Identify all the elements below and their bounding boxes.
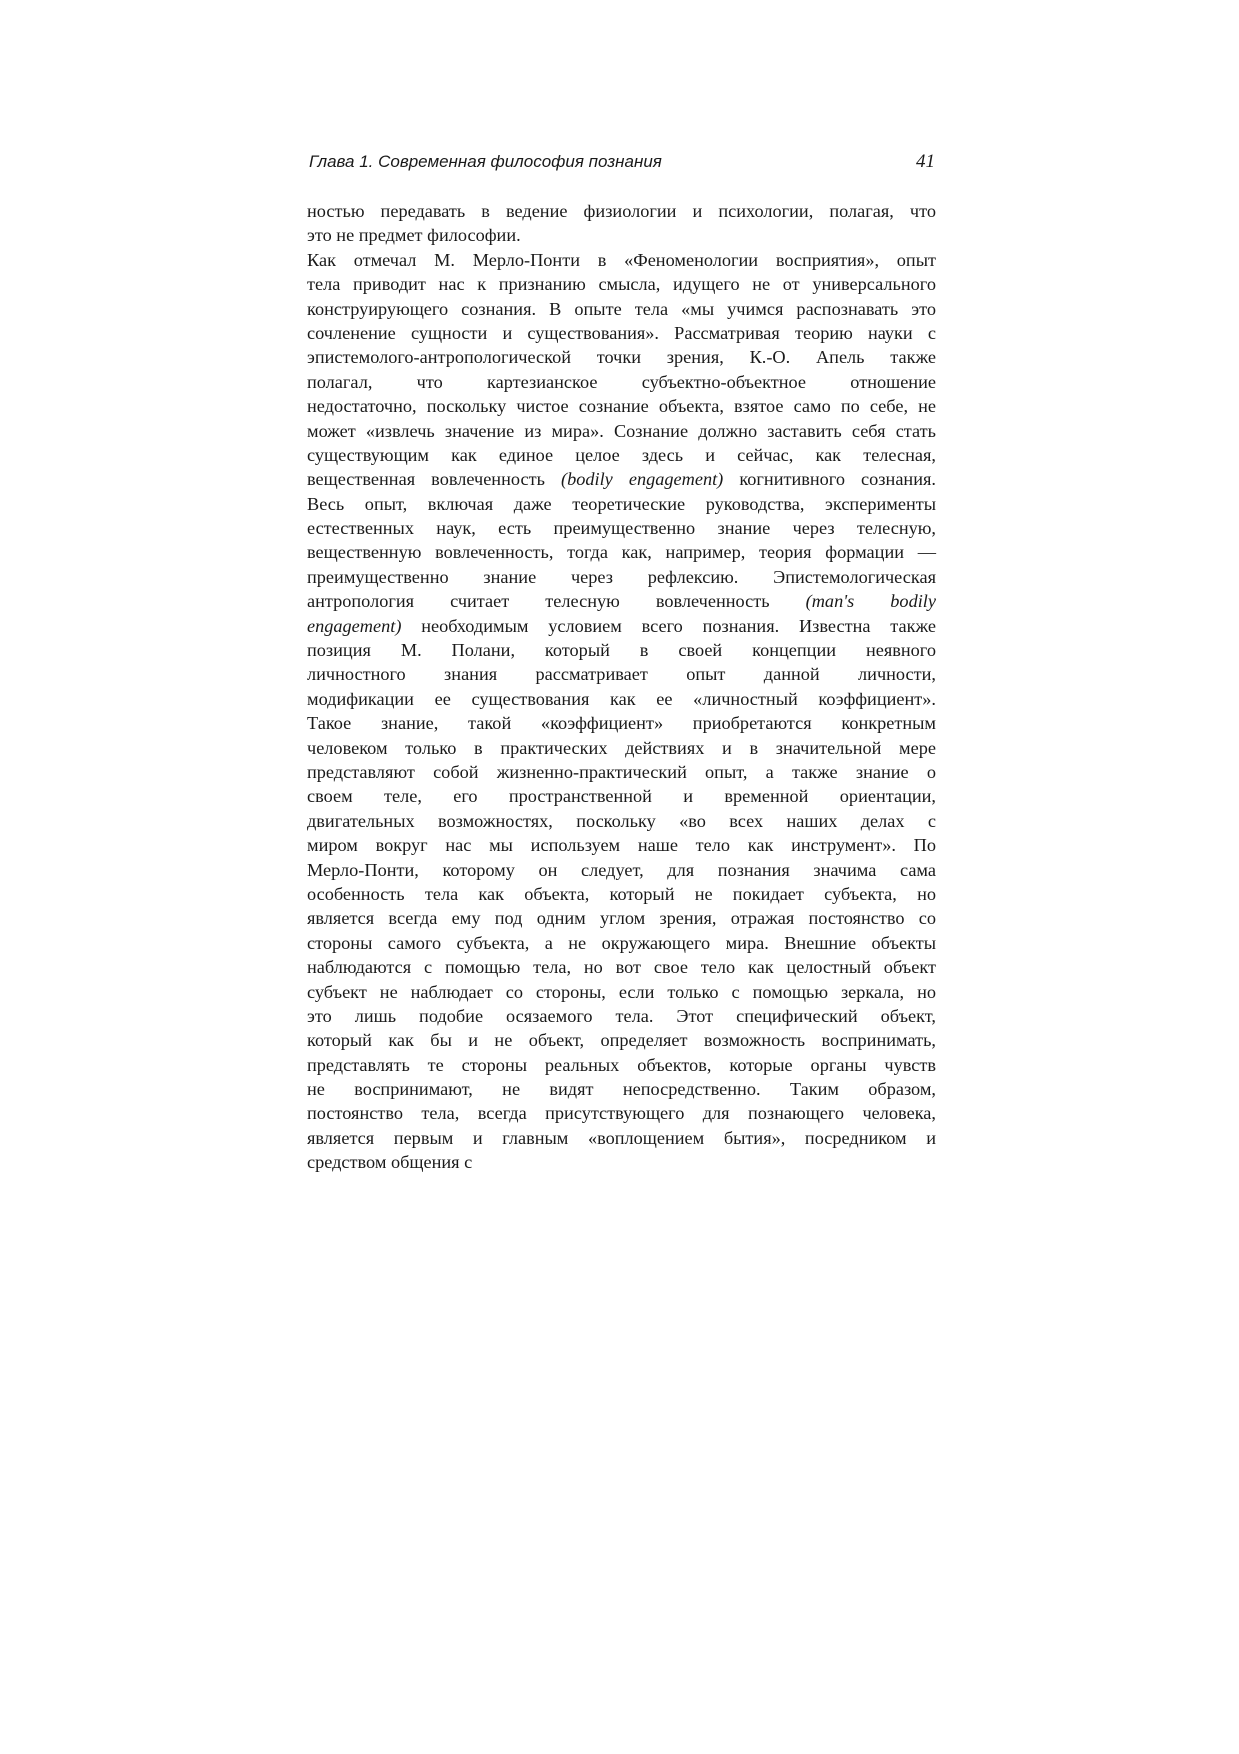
text-line xyxy=(307,736,936,760)
text-line xyxy=(307,882,936,906)
text-line xyxy=(307,419,936,443)
text-segment: личностного знания рассматривает опыт данной личности, xyxy=(307,664,936,685)
text-segment: модификации ее существования как ее «личностный коэффициент». xyxy=(307,688,936,709)
page-number: 41 xyxy=(916,151,935,172)
text-segment: Мерло-Понти, которому он следует, для познания значима сама xyxy=(307,859,936,880)
text-segment: наблюдаются с помощью тела, но вот свое тело как целостный объект xyxy=(307,957,936,978)
body-text xyxy=(307,199,936,1175)
text-segment: вещественная вовлеченность xyxy=(307,469,561,490)
text-line xyxy=(307,760,936,784)
text-line xyxy=(307,1077,936,1101)
text-line xyxy=(307,540,936,564)
text-segment: это не предмет философии. xyxy=(307,225,521,246)
text-line xyxy=(307,931,936,955)
text-segment: представляют собой жизненно-практический опыт, а также знание о xyxy=(307,761,936,782)
text-line xyxy=(307,858,936,882)
text-segment: полагал, что картезианское субъектно-объектное отношение xyxy=(307,371,936,392)
text-line xyxy=(307,248,936,272)
text-segment: преимущественно знание через рефлексию. Эпистемологическая xyxy=(307,566,936,587)
text-segment: существующим как единое целое здесь и сейчас, как телесная, xyxy=(307,444,936,465)
text-line xyxy=(307,809,936,833)
text-segment: ностью передавать в ведение физиологии и психологии, полагая, что xyxy=(307,201,936,221)
text-segment: миром вокруг нас мы используем наше тело как инструмент». По xyxy=(307,835,936,856)
text-segment: тела приводит нас к признанию смысла, идущего не от универсального xyxy=(307,274,936,295)
text-segment: субъект не наблюдает со стороны, если только с помощью зеркала, но xyxy=(307,981,936,1002)
text-segment: конструирующего сознания. В опыте тела «мы учимся распознавать это xyxy=(307,298,936,319)
text-line xyxy=(307,614,936,638)
text-segment: Весь опыт, включая даже теоретические руководства, эксперименты xyxy=(307,493,936,514)
text-line xyxy=(307,1004,936,1028)
text-segment: естественных наук, есть преимущественно знание через телесную, xyxy=(307,518,936,539)
text-segment: представлять те стороны реальных объектов, которые органы чувств xyxy=(307,1054,936,1075)
text-segment: средством общения с xyxy=(307,1152,473,1173)
text-line xyxy=(307,1150,936,1174)
text-segment: сочленение сущности и существования». Рассматривая теорию науки с xyxy=(307,322,936,343)
text-segment: стороны самого субъекта, а не окружающего мира. Внешние объекты xyxy=(307,932,936,953)
text-segment: это лишь подобие осязаемого тела. Этот специфический объект, xyxy=(307,1005,936,1026)
paragraph xyxy=(307,199,936,248)
italic-term: (man's bodily xyxy=(805,591,936,612)
text-segment: необходимым условием всего познания. Известна также xyxy=(401,615,936,636)
text-line xyxy=(307,199,936,223)
text-line xyxy=(307,467,936,491)
text-line xyxy=(307,223,936,247)
text-line xyxy=(307,784,936,808)
text-segment: не воспринимают, не видят непосредственно. Таким образом, xyxy=(307,1079,936,1100)
text-segment: постоянство тела, всегда присутствующего для познающего человека, xyxy=(307,1103,936,1124)
text-segment: особенность тела как объекта, который не покидает субъекта, но xyxy=(307,883,936,904)
text-line xyxy=(307,589,936,613)
text-segment: который как бы и не объект, определяет возможность воспринимать, xyxy=(307,1030,936,1051)
page-header xyxy=(309,150,935,178)
text-line xyxy=(307,906,936,930)
text-line xyxy=(307,492,936,516)
text-segment: Такое знание, такой «коэффициент» приобретаются конкретным xyxy=(307,713,936,734)
text-line xyxy=(307,565,936,589)
text-segment: Как отмечал М. Мерло-Понти в «Феноменологии восприятия», опыт xyxy=(307,249,936,270)
text-line xyxy=(307,711,936,735)
italic-term: engagement) xyxy=(307,615,402,636)
text-line xyxy=(307,1053,936,1077)
paragraph xyxy=(307,248,936,1175)
text-segment: позиция М. Полани, который в своей концепции неявного xyxy=(307,640,936,661)
text-line xyxy=(307,687,936,711)
text-line xyxy=(307,297,936,321)
text-line xyxy=(307,321,936,345)
text-line xyxy=(307,394,936,418)
text-segment: недостаточно, поскольку чистое сознание объекта, взятое само по себе, не xyxy=(307,396,936,417)
text-segment: человеком только в практических действиях и в значительной мере xyxy=(307,737,936,758)
text-segment: может «извлечь значение из мира». Сознание должно заставить себя стать xyxy=(307,420,936,441)
text-line xyxy=(307,980,936,1004)
italic-term: (bodily engagement) xyxy=(560,469,724,490)
text-segment: вещественную вовлеченность, тогда как, например, теория формации — xyxy=(307,542,936,563)
text-segment: антропология считает телесную вовлеченность xyxy=(307,591,806,612)
text-line xyxy=(307,443,936,467)
text-line xyxy=(307,833,936,857)
text-segment: эпистемолого-антропологической точки зрения, К.-О. Апель также xyxy=(307,347,936,368)
text-segment: является всегда ему под одним углом зрения, отражая постоянство со xyxy=(307,908,936,929)
text-line xyxy=(307,662,936,686)
text-line xyxy=(307,516,936,540)
text-line xyxy=(307,1028,936,1052)
text-line xyxy=(307,370,936,394)
text-line xyxy=(307,1126,936,1150)
text-segment: является первым и главным «воплощением бытия», посредником и xyxy=(307,1127,936,1148)
text-line xyxy=(307,272,936,296)
text-line xyxy=(307,1101,936,1125)
text-segment: своем теле, его пространственной и временной ориентации, xyxy=(307,786,936,807)
text-line xyxy=(307,345,936,369)
text-line xyxy=(307,955,936,979)
text-segment: когнитивного сознания. xyxy=(723,469,936,490)
running-header-title: Глава 1. Современная философия познания xyxy=(309,152,662,171)
text-line xyxy=(307,638,936,662)
text-segment: двигательных возможностях, поскольку «во всех наших делах с xyxy=(307,810,936,831)
